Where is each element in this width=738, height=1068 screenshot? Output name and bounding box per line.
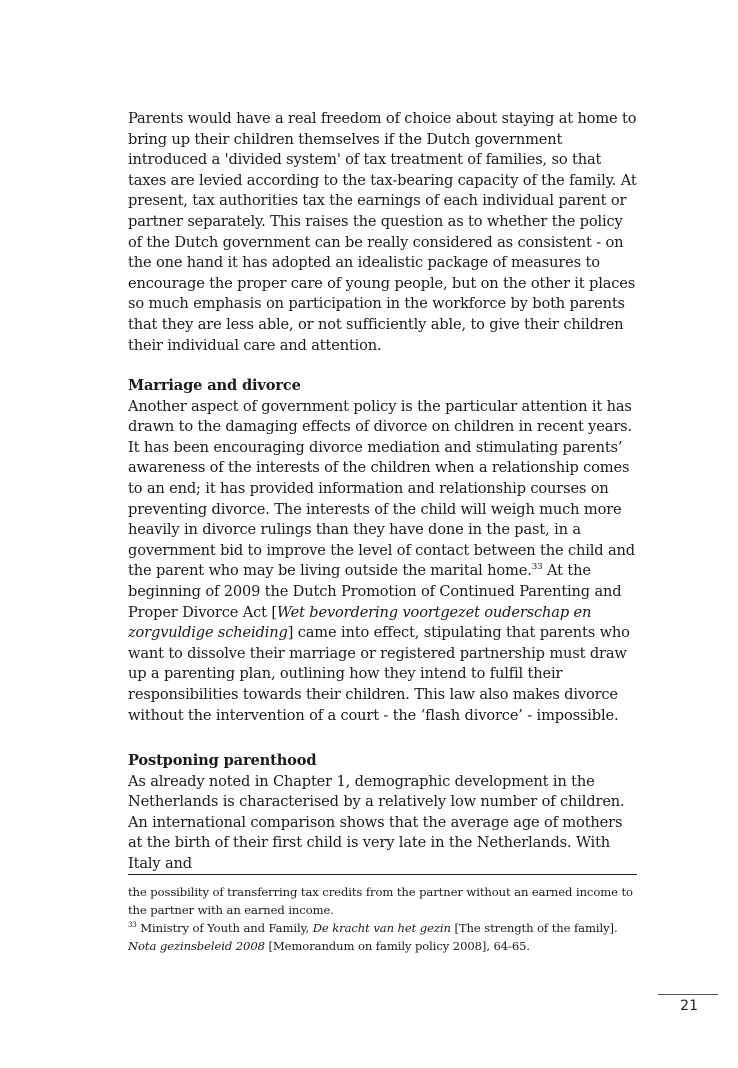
- act-title: Wet bevordering voortgezet ouderschap en zorgvuldige scheiding: [128, 603, 592, 642]
- page-number: 21: [680, 998, 698, 1014]
- marriage-text-b: At the beginning of 2009 the Dutch Promotion of Continued Parenting and Proper Divorce Act [: [128, 562, 622, 621]
- footnote-ref-33[interactable]: 33: [531, 562, 543, 573]
- page-number-rule: [658, 994, 718, 995]
- section-heading-marriage: Marriage and divorce: [128, 377, 301, 394]
- footnote-33-text-b: [The strength of the family].: [450, 921, 618, 935]
- postponing-paragraph: As already noted in Chapter 1, demographic development in the Netherlands is characterised by a relatively low number of children. An international comparison shows that the average age of mothers at the birth of their first child is very late in the Netherlands. With Italy and: [128, 772, 625, 872]
- footnote-33-title: De kracht van het gezin: [312, 921, 451, 935]
- postponing-parenthood-section: [128, 751, 640, 875]
- footnote-33-text-a: Ministry of Youth and Family,: [136, 921, 313, 935]
- marriage-divorce-section: [128, 376, 640, 726]
- footnote-33: [128, 919, 640, 955]
- marriage-text-a: Another aspect of government policy is the particular attention it has drawn to the damaging effects of divorce on children in recent years. It has been encouraging divorce mediation and stimulating parents’ awareness of the interests of the children when a relationship comes to an end; it has provided information and relationship courses on preventing divorce. The interests of the child will weigh much more heavily in divorce rulings than they have done in the past, in a government bid to improve the level of contact between the child and the parent who may be living outside the marital home.: [128, 397, 635, 580]
- intro-section: [128, 109, 640, 356]
- footnote-divider: [128, 874, 637, 875]
- footnote-33-title2: Nota gezinsbeleid 2008: [128, 939, 265, 953]
- footnote-33-number: 33: [128, 921, 137, 930]
- footnotes: [128, 883, 640, 955]
- footnote-33-text-c: [Memorandum on family policy 2008], 64-65.: [264, 939, 531, 953]
- section-heading-postponing: Postponing parenthood: [128, 752, 317, 769]
- marriage-text-c: ] came into effect, stipulating that parents who want to dissolve their marriage or registered partnership must draw up a parenting plan, outlining how they intend to fulfil their responsibilities towards their children. This law also makes divorce without the intervention of a court - the ‘flash divorce’ - impossible.: [128, 624, 630, 724]
- marriage-paragraph: [128, 397, 640, 727]
- intro-paragraph: Parents would have a real freedom of choice about staying at home to bring up their children themselves if the Dutch government introduced a 'divided system' of tax treatment of families, so that taxes are levied according to the tax-bearing capacity of the family. At present, tax authorities tax the earnings of each individual parent or partner separately. This raises the question as to whether the policy of the Dutch government can be really considered as consistent - on the one hand it has adopted an idealistic package of measures to encourage the proper care of young people, but on the other it places so much emphasis on participation in the workforce by both parents that they are less able, or not sufficiently able, to give their children their individual care and attention.: [128, 110, 637, 354]
- footnote-continuation: the possibility of transferring tax credits from the partner without an earned income to the partner with an earned income.: [128, 885, 633, 917]
